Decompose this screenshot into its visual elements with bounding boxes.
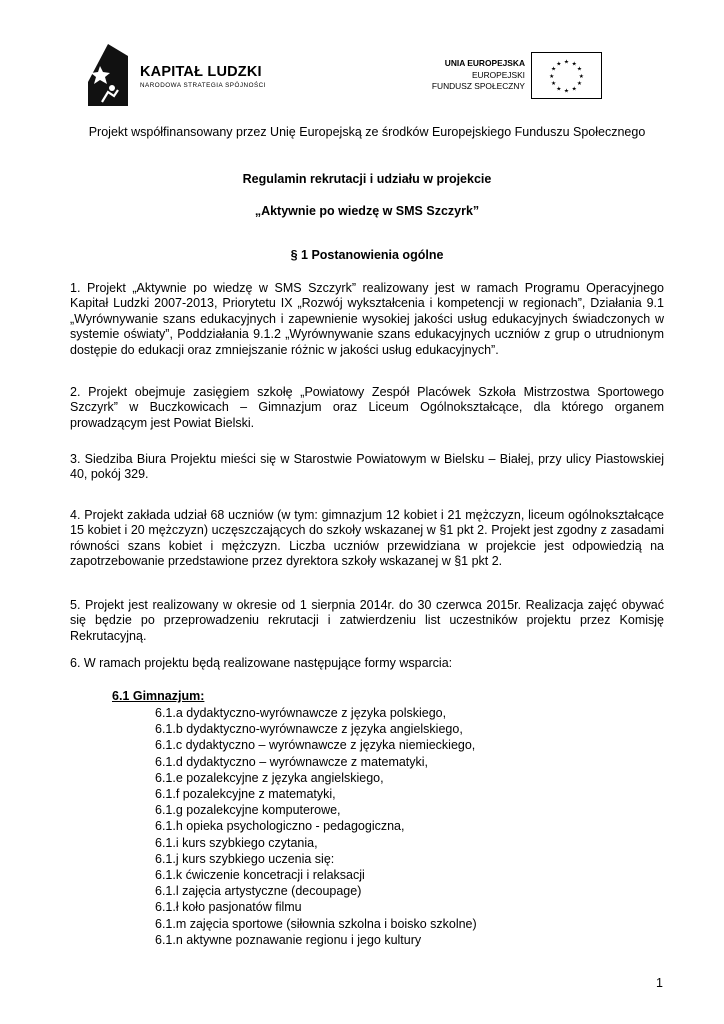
section-title: § 1 Postanowienia ogólne <box>290 248 444 262</box>
list-item: 6.1.e pozalekcyjne z języka angielskiego, <box>155 770 384 785</box>
eu-line-3: FUNDUSZ SPOŁECZNY <box>431 81 525 91</box>
paragraph-4: 4. Projekt zakłada udział 68 uczniów (w tym: gimnazjum 12 kobiet i 21 mężczyzn, liceum ogólnokształcące 15 kobiet i 20 mężczyzn) uczęszczających do szkoły wskazanej w §1 pkt 2. Projekt jest zgodny z zasadami równości szans kobiet i mężczyzn. Liczba uczniów przewidziana w projekcie jest odpowiedzią na zapotrzebowanie przedstawione przez dyrektora szkoły wskazanej w §1 pkt 2. <box>70 508 664 569</box>
page-number: 1 <box>656 976 663 990</box>
list-item: 6.1.l zajęcia artystyczne (decoupage) <box>155 884 362 899</box>
list-item: 6.1.b dydaktyczno-wyrównawcze z języka angielskiego, <box>155 722 463 737</box>
paragraph-6: 6. W ramach projektu będą realizowane następujące formy wsparcia: <box>70 656 453 670</box>
list-item: 6.1.f pozalekcyjne z matematyki, <box>155 787 336 802</box>
svg-text:★: ★ <box>576 81 583 88</box>
list-item: 6.1.h opieka psychologiczno - pedagogiczna, <box>155 819 405 834</box>
list-item: 6.1.a dydaktyczno-wyrównawcze z języka polskiego, <box>155 706 447 720</box>
svg-text:★: ★ <box>571 86 577 93</box>
paragraph-1: 1. Projekt „Aktywnie po wiedzę w SMS Szczyrk” realizowany jest w ramach Programu Operacyjnego Kapitał Ludzki 2007-2013, Priorytetu IX „Rozwój wykształcenia i kompetencji w regionach”, Działania 9.1 „Wyrównywanie szans edukacyjnych i zapewnienie wysokiej jakości usług edukacyjnych świadczonych w systemie oświaty”, Poddziałania 9.1.2 „Wyrównywanie szans edukacyjnych uczniów z grup o utrudnionym dostępie do edukacji oraz zmniejszanie różnic w jakości usług edukacyjnych”. <box>70 281 664 357</box>
svg-text:★: ★ <box>549 73 555 80</box>
svg-text:★: ★ <box>578 73 584 80</box>
eu-line-2: EUROPEJSKI <box>471 69 525 80</box>
eu-logo-text <box>432 58 525 93</box>
list-item: 6.1.d dydaktyczno – wyrównawcze z matematyki, <box>155 754 429 769</box>
kapital-ludzki-emblem-icon <box>88 44 128 106</box>
list-item: 6.1.k ćwiczenie koncetracji i relaksacji <box>155 868 365 883</box>
paragraph-3: 3. Siedziba Biura Projektu mieści się w Starostwie Powiatowym w Bielsku – Białej, przy ulicy Piastowskiej 40, pokój 329. <box>70 452 664 482</box>
svg-text:★: ★ <box>563 88 570 95</box>
subsection-title: 6.1 Gimnazjum: <box>112 689 205 703</box>
list-item: 6.1.n aktywne poznawanie regionu i jego kultury <box>155 932 422 947</box>
svg-text:★: ★ <box>556 61 562 68</box>
svg-text:★: ★ <box>550 66 557 73</box>
list-item: 6.1.g pozalekcyjne komputerowe, <box>155 803 341 818</box>
paragraph-2: 2. Projekt obejmuje zasięgiem szkołę „Powiatowy Zespół Placówek Szkoła Mistrzostwa Sportowego Szczyrk” w Buczkowicach – Gimnazjum oraz Liceum Ogólnokształcące, dla którego organem prowadzącym jest Powiat Bielski. <box>70 385 664 430</box>
svg-text:★: ★ <box>550 81 557 88</box>
project-name: „Aktywnie po wiedzę w SMS Szczyrk” <box>254 204 480 218</box>
list-item: 6.1.i kurs szybkiego czytania, <box>155 835 318 850</box>
eu-flag-icon <box>531 52 602 99</box>
kapital-ludzki-title: KAPITAŁ LUDZKI <box>140 64 262 80</box>
paragraph-5: 5. Projekt jest realizowany w okresie od 1 sierpnia 2014r. do 30 czerwca 2015r. Realizacja zajęć obywać się będzie po przeprowadzeniu rekrutacji i zatwierdzeniu list uczestników projektu przez Komisję Rekrutacyjną. <box>70 598 664 643</box>
support-forms-list <box>155 705 477 948</box>
svg-text:★: ★ <box>556 86 562 93</box>
svg-text:★: ★ <box>571 61 577 68</box>
list-item: 6.1.j kurs szybkiego uczenia się: <box>155 851 335 866</box>
eu-line-1: UNIA EUROPEJSKA <box>444 58 525 68</box>
kapital-ludzki-subtitle: NARODOWA STRATEGIA SPÓJNOŚCI <box>140 82 266 89</box>
list-item: 6.1.m zajęcia sportowe (siłownia szkolna i boisko szkolne) <box>155 916 477 931</box>
list-item: 6.1.c dydaktyczno – wyrównawcze z języka niemieckiego, <box>155 738 476 753</box>
cofinance-note: Projekt współfinansowany przez Unię Europejską ze środków Europejskiego Funduszu Społecznego <box>88 125 646 139</box>
document-title: Regulamin rekrutacji i udziału w projekcie <box>242 172 492 186</box>
svg-text:★: ★ <box>563 59 570 66</box>
list-item: 6.1.ł koło pasjonatów filmu <box>155 900 302 915</box>
svg-text:★: ★ <box>576 66 583 73</box>
